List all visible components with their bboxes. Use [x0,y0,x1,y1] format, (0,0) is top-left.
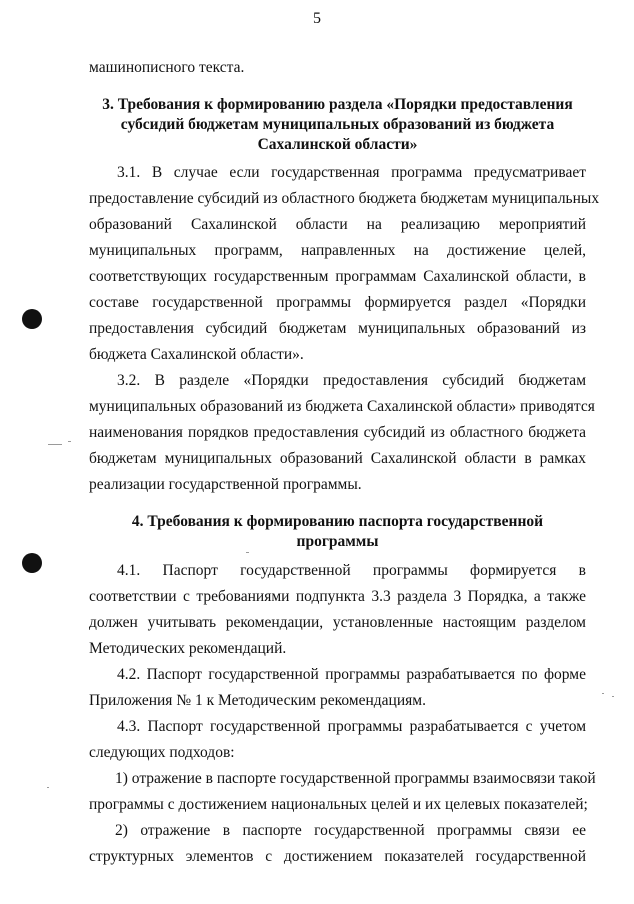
paragraph-line: Методических рекомендаций. [89,640,287,657]
paragraph-line: машинописного текста. [89,59,245,76]
paragraph-line: должен учитывать рекомендации, установленные настоящим разделом [89,614,586,631]
scan-speck [68,441,71,442]
paragraph-line: наименования порядков предоставления субсидий из областного бюджета [89,424,586,441]
section-4-heading-line: программы [296,533,379,550]
paragraph-line: предоставление субсидий из областного бюджета бюджетам муниципальных [89,190,600,207]
paragraph-line: следующих подходов: [89,744,235,761]
paragraph-line: 4.1. Паспорт государственной программы формируется в [117,562,586,579]
paragraph-line: бюджета Сахалинской области». [89,346,304,363]
scan-speck [602,693,604,694]
section-3-heading-line: Сахалинской области» [257,136,418,153]
list-item-line: программы с достижением национальных целей и их целевых показателей; [89,796,588,813]
page-number: 5 [313,10,321,27]
paragraph-line: 3.2. В разделе «Порядки предоставления субсидий бюджетам [117,372,586,389]
scan-speck [47,787,49,788]
paragraph-line: 3.1. В случае если государственная программа предусматривает [117,164,586,181]
paragraph-line: бюджетам муниципальных образований Сахалинской области в рамках [89,450,586,467]
list-item-line: структурных элементов с достижением показателей государственной [89,848,586,865]
paragraph-line: соответствии с требованиями подпункта 3.3 раздела 3 Порядка, а также [89,588,586,605]
section-3-heading-line: субсидий бюджетам муниципальных образований из бюджета [120,116,555,133]
scan-speck [48,444,62,445]
paragraph-line: предоставления субсидий бюджетам муниципальных образований из [89,320,586,337]
paragraph-line: 4.3. Паспорт государственной программы разрабатывается с учетом [117,718,586,735]
paragraph-line: муниципальных программ, направленных на достижение целей, [89,242,586,259]
scan-speck [246,552,249,553]
section-3-heading-line: 3. Требования к формированию раздела «Порядки предоставления [102,96,573,113]
paragraph-line: составе государственной программы формируется раздел «Порядки [89,294,586,311]
paragraph-line: 4.2. Паспорт государственной программы разрабатывается по форме [117,666,586,683]
paragraph-line: реализации государственной программы. [89,476,362,493]
punch-hole-upper [22,309,42,329]
scan-speck [612,696,614,697]
paragraph-line: соответствующих государственным программам Сахалинской области, в [89,268,586,285]
list-item-line: 1) отражение в паспорте государственной программы взаимосвязи такой [115,770,596,787]
paragraph-line: образований Сахалинской области на реализацию мероприятий [89,216,586,233]
punch-hole-lower [22,553,42,573]
paragraph-line: муниципальных образований из бюджета Сахалинской области» приводятся [89,398,595,415]
paragraph-line: Приложения № 1 к Методическим рекомендациям. [89,692,426,709]
list-item-line: 2) отражение в паспорте государственной программы связи ее [115,822,586,839]
section-4-heading-line: 4. Требования к формированию паспорта государственной [131,513,544,530]
